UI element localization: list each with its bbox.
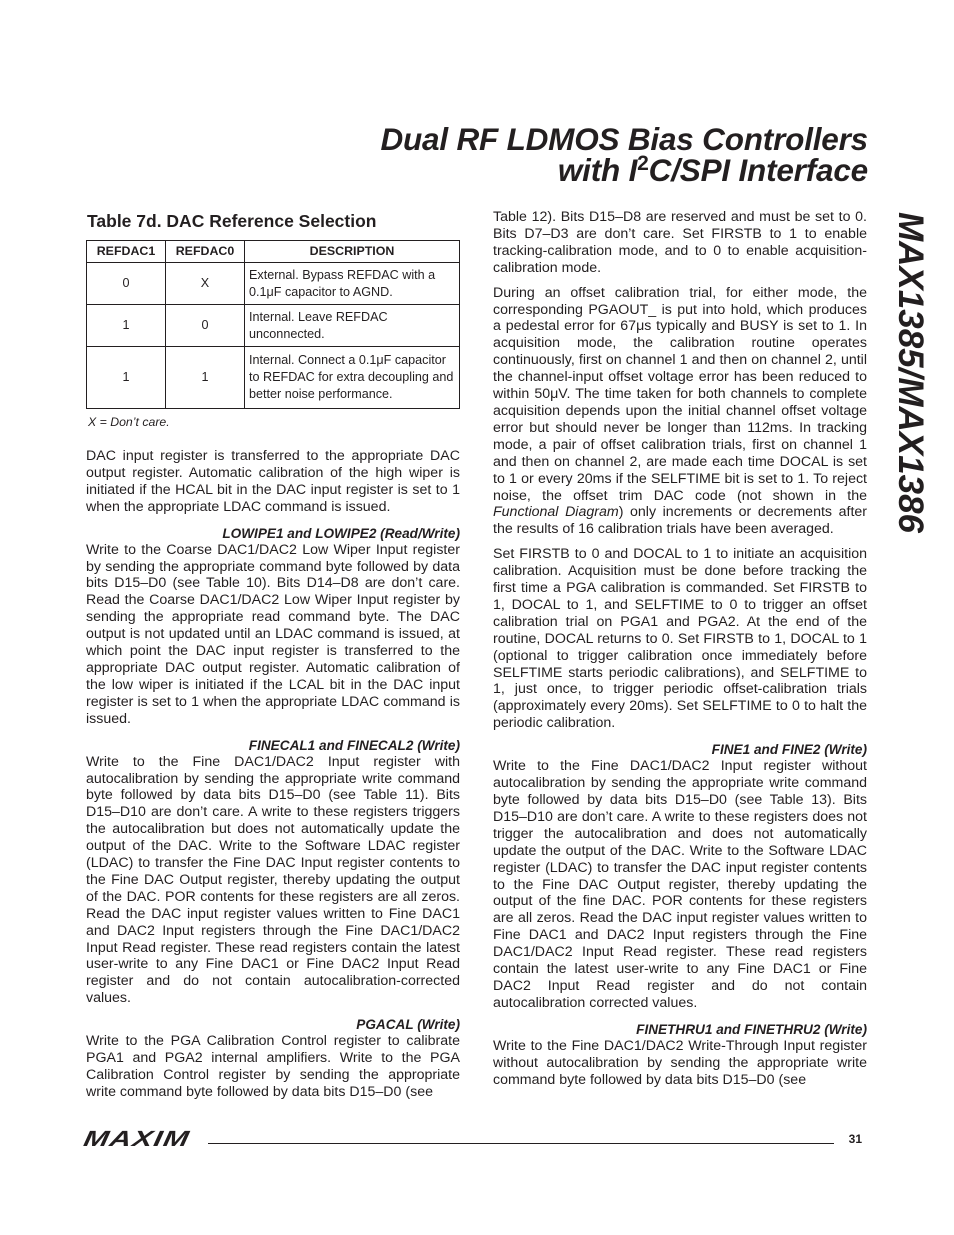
table-cell: X <box>166 263 245 305</box>
section-heading: FINETHRU1 and FINETHRU2 (Write) <box>636 1021 867 1037</box>
maxim-logo: MAXIM <box>81 1126 193 1151</box>
paragraph: During an offset calibration trial, for either mode, the corresponding PGAOUT_ is put into hold, which produces a pedestal error for 67μs typically and BUSY is set to 1. In acquisition mode, the calibration routine operates continuously, first on channel 1 and then on channel 2, until the channel-input offset voltage error has been reduced to within 50μV. The time taken for both channels to complete acquisition depends upon the initial channel offset voltage error but should never be longer than 112ms. In tracking mode, a pair of offset calibration trials, first on channel 1 and then on channel 2, are made each time DOCAL is set to 1 or every 20ms if the SELFTIME bit is set to 1. To reject noise, the offset trim DAC code (not shown in the Functional Diagram) only increments or decrements after the results of 16 calibration trials have been averaged. <box>493 284 867 538</box>
italic-reference: Functional Diagram <box>493 504 619 521</box>
footer-rule <box>208 1143 834 1144</box>
paragraph: Write to the Fine DAC1/DAC2 Input register without autocalibration by sending the appropriate write command byte followed by data bits D15–D0 (see Table 13). Bits D15–D10 are don’t care. A write to these registers does not trigger the autocalibration and does not automatically update the output of the DAC. Write to the Software LDAC register (LDAC) to transfer the DAC input register contents to the Fine DAC Output register, thereby updating the output of the fine DAC. POR contents for these registers are all zeros. Read the DAC input register values written to Fine DAC1 and DAC2 Input registers through the Fine DAC1/DAC2 Input Read register. These read registers contain the latest user-write to any Fine DAC1 or Fine DAC2 Input Read register and do not contain autocalibration corrected values. <box>493 758 867 1011</box>
side-part-number: MAX1385/MAX1386 <box>891 212 930 533</box>
column-header: REFDAC1 <box>87 241 166 263</box>
paragraph: Write to the Coarse DAC1/DAC2 Low Wiper Input register by sending the appropriate command byte followed by data bits D15–D0 (see Table 10). Bits D14–D8 are don’t care. Read the Coarse DAC1/DAC2 Low Wiper Input register by sending the appropriate read command byte. The DAC output is not updated until an LDAC command is issued, at which point the DAC input register is transferred to the appropriate DAC output register. Automatic calibration of the low wiper is initiated if the LCAL bit in the DAC input register is set to 1 when the appropriate LDAC command is issued. <box>86 541 460 727</box>
table-row <box>87 305 460 347</box>
table-row <box>87 263 460 305</box>
title-line-2: with $I^2C$/SPI Interface <box>557 152 868 188</box>
section-heading: FINECAL1 and FINECAL2 (Write) <box>248 737 460 753</box>
column-header: DESCRIPTION <box>245 241 460 263</box>
page-title <box>380 121 868 188</box>
column-header: REFDAC0 <box>166 241 245 263</box>
paragraph: Write to the PGA Calibration Control register to calibrate PGA1 and PGA2 internal amplifiers. Write to the PGA Calibration Control register by sending the appropriate write command byte followed by data bits D15–D0 (see <box>86 1033 460 1100</box>
table-header-row <box>87 241 460 263</box>
table-cell: 1 <box>166 347 245 409</box>
section-heading: LOWIPE1 and LOWIPE2 (Read/Write) <box>222 525 460 541</box>
page-footer <box>81 1126 868 1151</box>
table-cell: 1 <box>87 347 166 409</box>
paragraph: Table 12). Bits D15–D8 are reserved and must be set to 0. Bits D7–D3 are don’t care. Set FIRSTB to 1 to enable tracking-calibration mode, and to 0 to enable acquisition-calibration mode. <box>493 209 867 276</box>
table-cell: Internal. Leave REFDAC unconnected. <box>245 305 460 347</box>
table-cell: External. Bypass REFDAC with a 0.1μF capacitor to AGND. <box>245 263 460 305</box>
right-column <box>493 209 867 1089</box>
table-cell: Internal. Connect a 0.1μF capacitor to REFDAC for extra decoupling and better noise performance. <box>245 347 460 409</box>
page-number: 31 <box>848 1132 862 1146</box>
paragraph: Write to the Fine DAC1/DAC2 Input register with autocalibration by sending the appropriate write command byte followed by data bits D15–D0 (see Table 11). Bits D15–D10 are don’t care. A write to these registers triggers the autocalibration but does not automatically update the output of the DAC. Write to the Software LDAC register (LDAC) to transfer the Fine DAC Input register contents to the Fine DAC Output register, thereby updating the output of the DAC. POR contents for these registers are all zeros. Read the DAC input register values written to Fine DAC1 and DAC2 Input registers through the Fine DAC1/DAC2 Input Read register. These read registers contain the latest user-write to any Fine DAC1 or Fine DAC2 Input Read register and do not contain autocalibration-corrected values. <box>86 753 460 1007</box>
table-cell: 0 <box>87 263 166 305</box>
table-row <box>87 347 460 409</box>
table-note: X = Don’t care. <box>88 415 170 429</box>
paragraph: DAC input register is transferred to the appropriate DAC output register. Automatic calibration of the high wiper is initiated if the HCAL bit in the DAC input register is set to 1 when the appropriate LDAC command is issued. <box>86 448 460 515</box>
title-line-1: Dual RF LDMOS Bias Controllers <box>380 121 868 157</box>
table-cell: 1 <box>87 305 166 347</box>
paragraph: Write to the Fine DAC1/DAC2 Write-Through Input register without autocalibration by sending the appropriate write command byte followed by data bits D15–D0 (see <box>493 1037 867 1088</box>
table-cell: 0 <box>166 305 245 347</box>
paragraph: Set FIRSTB to 0 and DOCAL to 1 to initiate an acquisition calibration. Acquisition must be done before tracking the first time a PGA calibration is commanded. Set FIRSTB to 1, DOCAL to 1, and SELFTIME to 0 to trigger an offset calibration trial on PGA1 and PGA2. At the end of the routine, DOCAL returns to 0. Set FIRSTB to 1, DOCAL to 1 (optional to trigger calibration once immediately before SELFTIME starts periodic calibrations), and SELFTIME to 1, just once, to trigger periodic offset-calibration trials (approximately every 20ms). Set SELFTIME to 0 to halt the periodic calibration. <box>493 546 867 732</box>
table-title: Table 7d. DAC Reference Selection <box>87 211 377 231</box>
left-column <box>86 209 460 1101</box>
dac-reference-table <box>86 240 460 409</box>
section-heading: PGACAL (Write) <box>356 1017 460 1033</box>
section-heading: FINE1 and FINE2 (Write) <box>711 742 867 758</box>
